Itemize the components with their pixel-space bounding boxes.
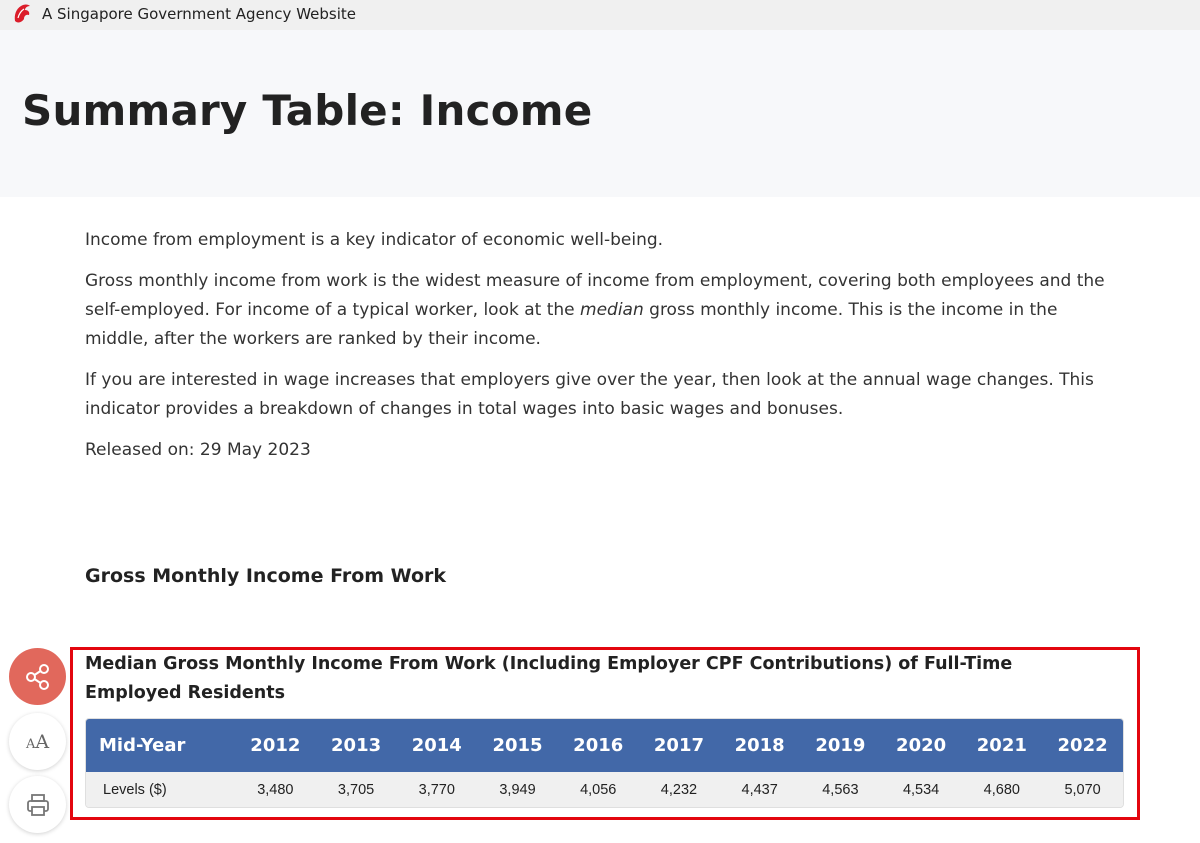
intro-paragraph-3: If you are interested in wage increases that employers give over the year, then look at the annual wage changes. This indicator provides a breakdown of changes in total wages into basic wages and bonuses.: [85, 370, 1094, 419]
page-hero: [0, 30, 1200, 197]
table-cell: 4,680: [961, 772, 1042, 807]
header-year: 2019: [800, 719, 881, 772]
table-cell: 4,056: [558, 772, 639, 807]
text-size-button[interactable]: [9, 713, 66, 770]
table-cell: 3,949: [477, 772, 558, 807]
header-year: 2012: [235, 719, 316, 772]
table-cell: 3,705: [316, 772, 397, 807]
table-cell: 4,232: [639, 772, 720, 807]
header-year: 2017: [639, 719, 720, 772]
print-icon: [25, 792, 51, 818]
intro-paragraph-2-start: Gross monthly income from work is the widest measure of income from employment, covering both employees and the self-employed. For income of a typical worker, look at the: [85, 271, 1105, 320]
header-year: 2022: [1042, 719, 1123, 772]
release-date: Released on: 29 May 2023: [85, 440, 311, 460]
table-cell: 3,770: [396, 772, 477, 807]
table-cell: 5,070: [1042, 772, 1123, 807]
header-year: 2020: [881, 719, 962, 772]
income-table: [85, 718, 1124, 808]
share-button[interactable]: [9, 648, 66, 705]
table-cell: 4,563: [800, 772, 881, 807]
page-title: Summary Table: Income: [22, 86, 593, 135]
table-cell: 4,437: [719, 772, 800, 807]
row-label-levels: Levels ($): [86, 772, 235, 807]
print-button[interactable]: [9, 776, 66, 833]
header-year: 2013: [316, 719, 397, 772]
header-year: 2018: [719, 719, 800, 772]
gov-masthead-text: A Singapore Government Agency Website: [42, 5, 356, 23]
text-size-small: A: [25, 736, 36, 752]
table-row: [86, 772, 1123, 807]
intro-paragraph-1: Income from employment is a key indicator of economic well-being.: [85, 230, 664, 250]
header-year: 2021: [961, 719, 1042, 772]
text-size-icon: [26, 731, 49, 753]
text-size-big: A: [35, 730, 50, 753]
gov-masthead: [0, 0, 1200, 30]
section-title: Gross Monthly Income From Work: [85, 565, 447, 587]
share-icon: [23, 662, 53, 692]
table-cell: 4,534: [881, 772, 962, 807]
header-year: 2016: [558, 719, 639, 772]
table-cell: 3,480: [235, 772, 316, 807]
intro-paragraph-2: [85, 267, 1125, 354]
lion-head-icon: [12, 3, 32, 25]
header-year: 2014: [396, 719, 477, 772]
intro-content: [85, 226, 1125, 477]
header-mid-year: Mid-Year: [86, 719, 235, 772]
median-emphasis: median: [580, 300, 644, 320]
header-year: 2015: [477, 719, 558, 772]
table-header-row: [86, 719, 1123, 772]
intro-paragraph-2-end: gross monthly income. This is the income in the middle, after the workers are ranked by their income.: [85, 300, 1058, 349]
table-title: Median Gross Monthly Income From Work (Including Employer CPF Contributions) of Full-Time Employed Residents: [85, 654, 1013, 703]
